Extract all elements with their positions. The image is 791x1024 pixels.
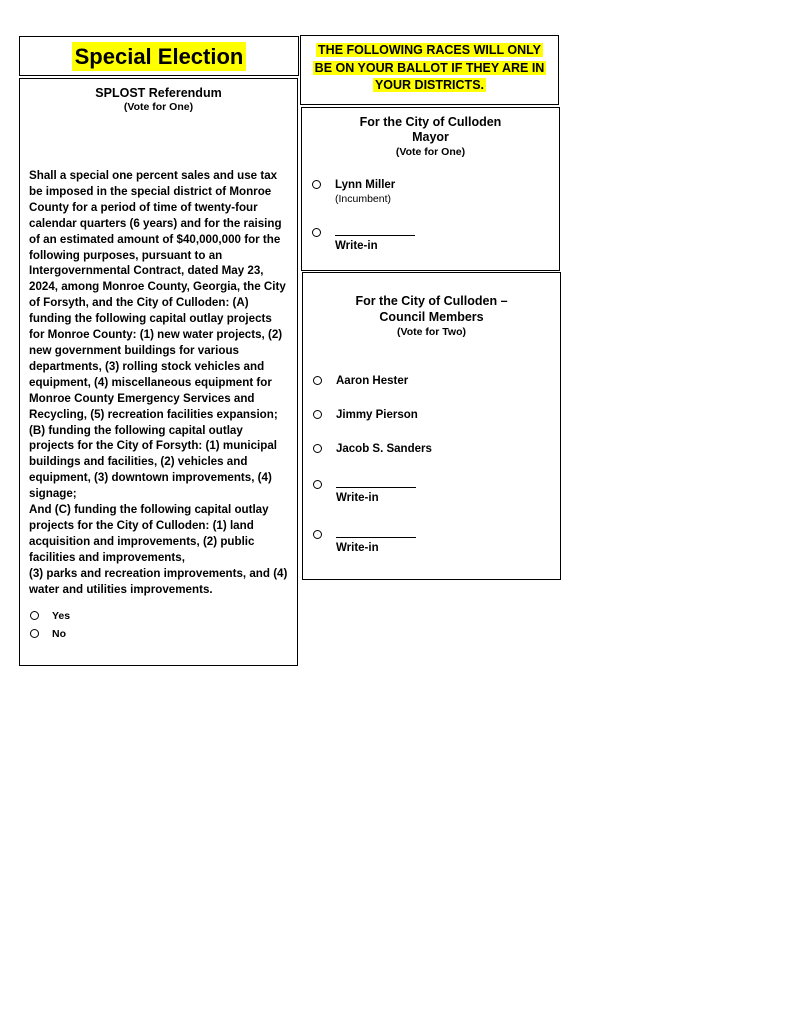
notice-line-2: BE ON YOUR BALLOT IF THEY ARE IN bbox=[314, 60, 545, 75]
candidate-info bbox=[335, 178, 395, 206]
candidate-aaron-hester[interactable] bbox=[313, 374, 408, 388]
referendum-question-part-1: Shall a special one percent sales and use tax be imposed in the special district of Monroe County for a period of time of twenty-four calendar quarters (6 years) and for the raising of an estimated amount of $40,000,000 for the following purposes, pursuant to an Intergovernmental Contract, dated May 23, 2024, among Monroe County, Georgia, the City of Forsyth, and the City of Culloden: (A) funding the following capital outlay projects for Monroe County: (1) new water projects, (2) new government buildings for various departments, (3) rolling stock vehicles and equipment, (4) miscellaneous equipment for Monroe County Emergency Services and Recycling, (5) recreation facilities expansion; (B) funding the following capital outlay projects for the City of Forsyth: (1) municipal buildings and facilities, (2) vehicles and equipment, (3) downtown improvements, (4) signage; bbox=[29, 169, 286, 501]
vote-oval-yes[interactable] bbox=[30, 611, 39, 620]
candidate-incumbent-note: (Incumbent) bbox=[335, 193, 392, 205]
vote-oval-mayor-write-in[interactable] bbox=[312, 228, 321, 237]
candidate-name: Aaron Hester bbox=[336, 375, 409, 387]
option-no-label: No bbox=[52, 628, 66, 640]
splost-referendum-section bbox=[19, 78, 298, 666]
election-title-box bbox=[19, 36, 299, 76]
district-notice-box bbox=[300, 35, 559, 105]
candidate-name: Jacob S. Sanders bbox=[336, 443, 432, 455]
referendum-question-part-3: (3) parks and recreation improvements, and (4) water and utilities improvements. bbox=[29, 566, 288, 596]
referendum-question bbox=[29, 168, 288, 597]
vote-oval-no[interactable] bbox=[30, 629, 39, 638]
write-in-line[interactable] bbox=[336, 528, 416, 538]
referendum-title: SPLOST Referendum bbox=[95, 86, 222, 100]
candidate-name: Jimmy Pierson bbox=[336, 409, 418, 421]
candidate-name: Lynn Miller bbox=[335, 179, 396, 191]
referendum-vote-instruction: (Vote for One) bbox=[123, 101, 194, 113]
vote-oval-jimmy-pierson[interactable] bbox=[313, 410, 322, 419]
write-in-line[interactable] bbox=[336, 478, 416, 488]
mayor-write-in[interactable] bbox=[312, 226, 415, 253]
council-race-section bbox=[302, 272, 561, 580]
write-in-label: Write-in bbox=[336, 492, 379, 504]
referendum-question-part-2: And (C) funding the following capital outlay projects for the City of Culloden: (1) land acquisition and improvements, (2) public facilities and improvements, bbox=[29, 503, 269, 564]
vote-oval-jacob-sanders[interactable] bbox=[313, 444, 322, 453]
vote-oval-council-write-in-2[interactable] bbox=[313, 530, 322, 539]
council-write-in-1[interactable] bbox=[313, 478, 416, 505]
candidate-lynn-miller[interactable] bbox=[312, 178, 395, 206]
mayor-title-line-1: For the City of Culloden bbox=[359, 115, 502, 129]
option-yes[interactable] bbox=[30, 609, 70, 623]
write-in-line[interactable] bbox=[335, 226, 415, 236]
council-vote-instruction: (Vote for Two) bbox=[396, 326, 466, 338]
mayor-race-section bbox=[301, 107, 560, 271]
vote-oval-aaron-hester[interactable] bbox=[313, 376, 322, 385]
candidate-jacob-sanders[interactable] bbox=[313, 442, 432, 456]
vote-oval-lynn-miller[interactable] bbox=[312, 180, 321, 189]
candidate-jimmy-pierson[interactable] bbox=[313, 408, 418, 422]
notice-line-3: YOUR DISTRICTS. bbox=[374, 78, 485, 92]
write-in-field bbox=[336, 528, 416, 555]
mayor-vote-instruction: (Vote for One) bbox=[395, 146, 466, 158]
notice-line-1: THE FOLLOWING RACES WILL ONLY bbox=[318, 43, 541, 57]
page-title: Special Election bbox=[72, 42, 247, 71]
write-in-label: Write-in bbox=[335, 240, 378, 252]
notice-line bbox=[301, 42, 558, 60]
write-in-field bbox=[336, 478, 416, 505]
council-title-line-1: For the City of Culloden – bbox=[355, 294, 508, 308]
notice-line bbox=[301, 77, 558, 95]
write-in-label: Write-in bbox=[336, 542, 379, 554]
mayor-title-line-2: Mayor bbox=[412, 130, 449, 144]
council-title-line-2: Council Members bbox=[379, 310, 484, 324]
council-write-in-2[interactable] bbox=[313, 528, 416, 555]
write-in-field bbox=[335, 226, 415, 253]
option-yes-label: Yes bbox=[52, 610, 71, 622]
vote-oval-council-write-in-1[interactable] bbox=[313, 480, 322, 489]
option-no[interactable] bbox=[30, 627, 66, 641]
notice-line bbox=[301, 60, 558, 78]
